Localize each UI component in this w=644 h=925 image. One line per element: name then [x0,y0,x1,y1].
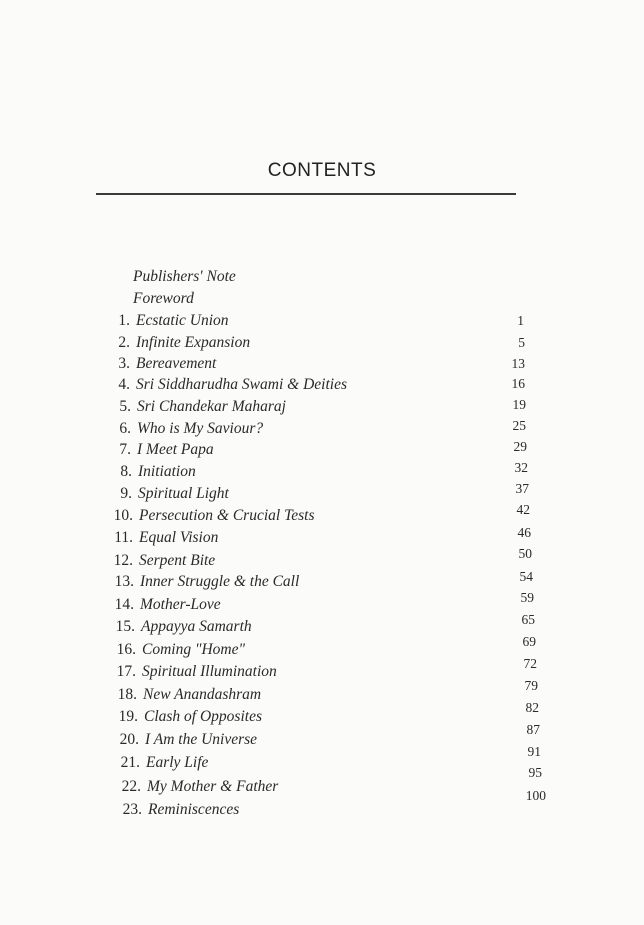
chapter-title: I Am the Universe [145,731,258,748]
chapter-number: 13. [114,573,134,590]
table-row [120,754,209,774]
table-row [118,708,262,728]
chapter-number: 4. [118,376,130,393]
chapter-title: Mother-Love [140,596,221,613]
chapter-title: Early Life [146,754,209,771]
page-number: 69 [522,634,536,649]
chapter-title: Clash of Opposites [144,708,262,725]
page-number: 59 [520,590,534,605]
chapter-title: Sri Siddharudha Swami & Deities [136,376,347,393]
chapter-title: New Anandashram [143,686,262,703]
page-number: 46 [517,525,531,540]
table-row [120,485,229,505]
table-row [119,441,214,461]
front-matter-item [133,290,194,310]
page-number: 32 [514,460,528,475]
page-number: 100 [525,788,546,803]
page-number: 95 [528,765,542,780]
page-title: CONTENTS [267,160,377,181]
page-number: 5 [518,335,525,350]
chapter-title: Inner Struggle & the Call [140,573,300,590]
page-number: 13 [511,356,525,371]
chapter-number: 2. [118,334,130,351]
chapter-number: 20. [119,731,139,748]
page-number: 25 [512,418,526,433]
chapter-number: 15. [115,618,135,635]
table-row [117,686,262,706]
table-row [114,596,221,616]
table-row [114,573,300,593]
table-row [118,334,251,354]
entry-title: Publishers' Note [133,268,236,285]
page-number: 82 [525,700,539,715]
page-number: 54 [519,569,533,584]
page-number: 29 [513,439,527,454]
page-number: 16 [511,376,525,391]
entry-title: Foreword [133,290,194,307]
chapter-title: Who is My Saviour? [137,420,264,437]
chapter-title: Spiritual Light [138,485,229,502]
table-row [119,398,286,418]
chapter-number: 6. [119,420,131,437]
chapter-title: My Mother & Father [147,778,279,795]
chapter-number: 7. [119,441,131,458]
chapter-number: 14. [114,596,134,613]
table-row [118,312,229,332]
table-row [114,529,219,549]
table-row [119,731,258,751]
page-number: 65 [521,612,535,627]
chapter-number: 23. [122,801,142,818]
chapter-number: 22. [121,778,141,795]
chapter-title: Spiritual Illumination [142,663,277,680]
page-number: 1 [517,313,524,328]
page-number: 50 [518,546,532,561]
chapter-title: Reminiscences [148,801,240,818]
chapter-title: Coming "Home" [142,641,245,658]
table-row [116,641,245,661]
chapter-title: Ecstatic Union [136,312,229,329]
table-row [120,463,196,483]
chapter-number: 9. [120,485,132,502]
chapter-number: 11. [114,529,133,546]
front-matter-item [133,268,236,288]
chapter-number: 1. [118,312,130,329]
chapter-title: Appayya Samarth [141,618,252,635]
table-row [118,355,217,375]
page-number: 91 [527,744,541,759]
chapter-title: Equal Vision [139,529,219,546]
table-row [116,663,277,683]
chapter-title: Serpent Bite [139,552,216,569]
chapter-number: 16. [116,641,136,658]
chapter-number: 12. [113,552,133,569]
chapter-number: 8. [120,463,132,480]
chapter-title: Bereavement [136,355,217,372]
chapter-number: 21. [120,754,140,771]
chapter-number: 17. [116,663,136,680]
page-number: 42 [516,502,530,517]
chapter-number: 10. [113,507,133,524]
chapter-title: Sri Chandekar Maharaj [137,398,286,415]
page-number: 19 [512,397,526,412]
table-row [118,376,347,396]
table-row [113,552,216,572]
chapter-number: 5. [119,398,131,415]
table-row [113,507,315,527]
page-number: 79 [524,678,538,693]
table-row [122,801,240,821]
page-number: 87 [526,722,540,737]
chapter-title: I Meet Papa [137,441,214,458]
chapter-title: Initiation [138,463,196,480]
page-number: 37 [515,481,529,496]
page-number: 72 [523,656,537,671]
chapter-number: 19. [118,708,138,725]
table-row [121,778,279,798]
table-row [119,420,264,440]
chapter-number: 3. [118,355,130,372]
chapter-number: 18. [117,686,137,703]
chapter-title: Persecution & Crucial Tests [139,507,315,524]
table-row [115,618,252,638]
chapter-title: Infinite Expansion [136,334,251,351]
